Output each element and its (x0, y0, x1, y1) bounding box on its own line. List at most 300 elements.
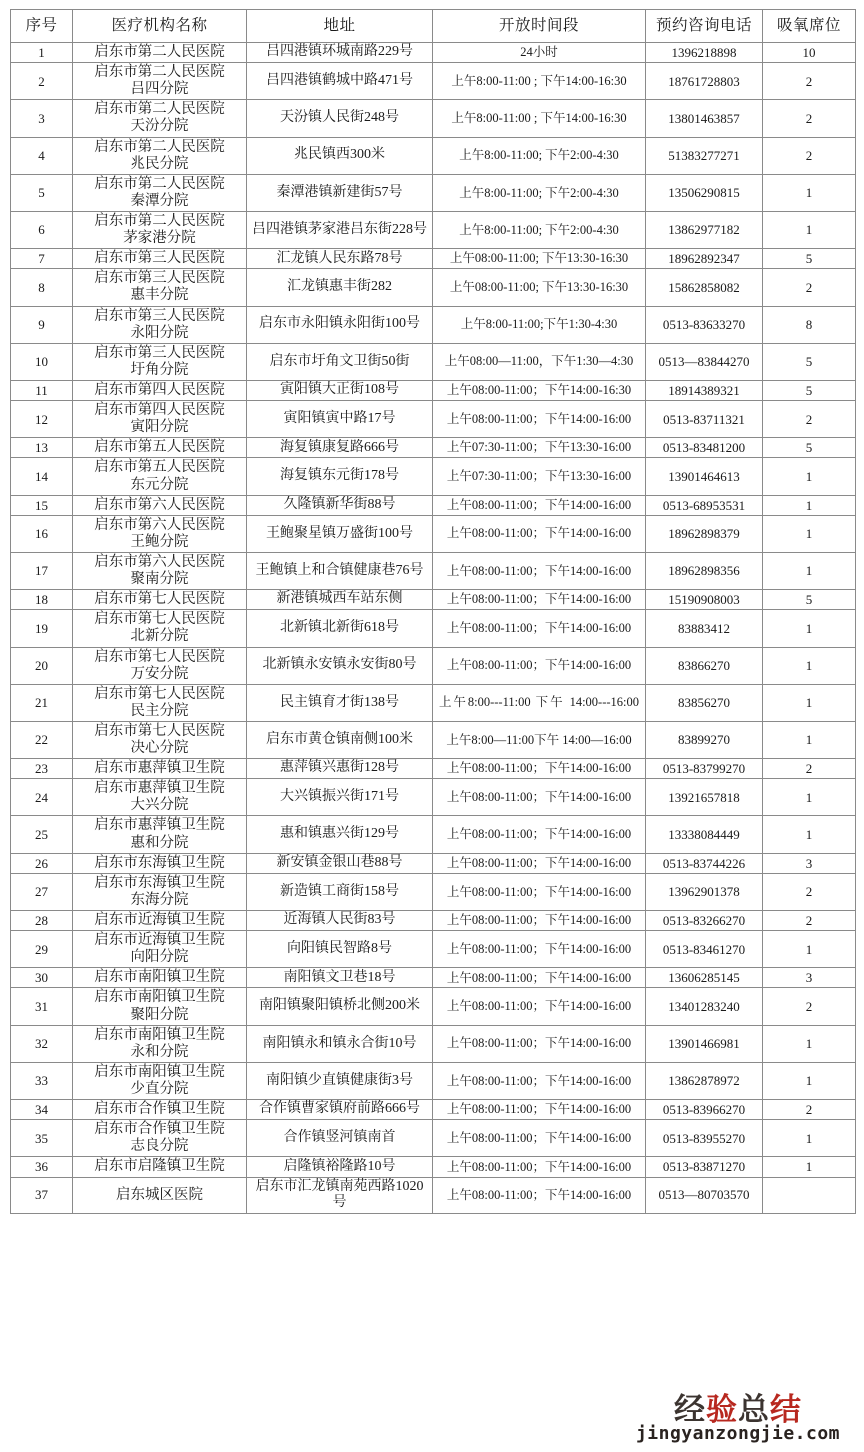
institution-name-branch: 天汾分院 (130, 118, 189, 135)
cell-sequence: 29 (11, 931, 73, 968)
cell-sequence: 25 (11, 816, 73, 853)
table-row (11, 306, 856, 343)
cell-opening-hours: 上午07:30-11:00；下午13:30-16:00 (433, 458, 646, 495)
cell-institution-name (73, 610, 247, 647)
cell-opening-hours: 上午08:00-11:00；下午14:00-16:00 (433, 873, 646, 910)
cell-oxygen-seats: 8 (763, 306, 856, 343)
cell-institution-name (73, 816, 247, 853)
cell-address: 近海镇人民街83号 (247, 911, 433, 931)
cell-oxygen-seats: 1 (763, 610, 856, 647)
cell-oxygen-seats: 2 (763, 873, 856, 910)
cell-opening-hours: 上午08:00-11:00；下午14:00-16:00 (433, 931, 646, 968)
institution-name-primary: 启东市第三人民医院 (94, 344, 225, 361)
cell-institution-name (73, 343, 247, 380)
table-row (11, 931, 856, 968)
cell-phone: 0513-83711321 (646, 401, 763, 438)
table-row (11, 458, 856, 495)
cell-institution-name (73, 759, 247, 779)
table-row (11, 610, 856, 647)
cell-phone: 13862977182 (646, 211, 763, 248)
institution-name-primary: 启东市南阳镇卫生院 (94, 989, 225, 1006)
cell-opening-hours: 上午08:00-11:00；下午14:00-16:00 (433, 779, 646, 816)
cell-address: 寅阳镇大正街108号 (247, 380, 433, 400)
cell-institution-name (73, 515, 247, 552)
cell-institution-name (73, 873, 247, 910)
institution-name-branch: 向阳分院 (130, 949, 189, 966)
institution-name-branch: 万安分院 (130, 665, 189, 682)
table-row (11, 684, 856, 721)
cell-oxygen-seats: 1 (763, 211, 856, 248)
cell-oxygen-seats: 1 (763, 931, 856, 968)
watermark-chinese-text (622, 1392, 854, 1429)
cell-institution-name (73, 43, 247, 63)
cell-phone: 51383277271 (646, 137, 763, 174)
institution-name-primary: 启东市合作镇卫生院 (94, 1101, 225, 1118)
table-row (11, 174, 856, 211)
cell-institution-name (73, 269, 247, 306)
institution-name-primary: 启东市南阳镇卫生院 (94, 969, 225, 986)
cell-address: 汇龙镇惠丰街282 (247, 269, 433, 306)
cell-phone: 0513-83744226 (646, 853, 763, 873)
table-row (11, 968, 856, 988)
institution-name-primary: 启东市第四人民医院 (94, 381, 225, 398)
table-row (11, 515, 856, 552)
institution-name-branch: 寅阳分院 (130, 419, 189, 436)
cell-sequence: 26 (11, 853, 73, 873)
cell-opening-hours: 上午08:00-11:00；下午14:00-16:00 (433, 1120, 646, 1157)
cell-sequence: 33 (11, 1062, 73, 1099)
institution-name-primary: 启东市第三人民医院 (94, 250, 225, 267)
cell-opening-hours: 上午08:00—11:00，下午1:30—4:30 (433, 343, 646, 380)
table-row (11, 63, 856, 100)
cell-address: 秦潭港镇新建街57号 (247, 174, 433, 211)
cell-institution-name (73, 1120, 247, 1157)
table-row (11, 495, 856, 515)
cell-opening-hours: 上午08:00-11:00；下午14:00-16:00 (433, 968, 646, 988)
cell-phone: 0513-83955270 (646, 1120, 763, 1157)
cell-address: 南阳镇聚阳镇桥北侧200米 (247, 988, 433, 1025)
institution-name-branch: 兆民分院 (130, 155, 189, 172)
table-row (11, 590, 856, 610)
table-row (11, 211, 856, 248)
cell-sequence: 4 (11, 137, 73, 174)
cell-sequence: 15 (11, 495, 73, 515)
cell-phone: 83856270 (646, 684, 763, 721)
cell-phone: 0513-83266270 (646, 911, 763, 931)
institution-name-branch: 大兴分院 (130, 797, 189, 814)
cell-address: 新造镇工商街158号 (247, 873, 433, 910)
institution-name-primary: 启东市东海镇卫生院 (94, 874, 225, 891)
cell-opening-hours: 上午08:00-11:00；下午14:00-16:00 (433, 988, 646, 1025)
cell-address: 北新镇北新街618号 (247, 610, 433, 647)
cell-address: 合作镇曹家镇府前路666号 (247, 1100, 433, 1120)
cell-opening-hours: 上午08:00-11:00；下午14:00-16:00 (433, 495, 646, 515)
table-row (11, 137, 856, 174)
cell-oxygen-seats: 1 (763, 495, 856, 515)
cell-address: 惠萍镇兴惠街128号 (247, 759, 433, 779)
cell-opening-hours: 上午8:00-11:00; 下午2:00-4:30 (433, 211, 646, 248)
table-row (11, 759, 856, 779)
table-row (11, 647, 856, 684)
cell-institution-name (73, 1157, 247, 1177)
cell-oxygen-seats: 2 (763, 137, 856, 174)
cell-oxygen-seats: 1 (763, 552, 856, 589)
cell-oxygen-seats: 3 (763, 968, 856, 988)
cell-sequence: 6 (11, 211, 73, 248)
table-header (11, 10, 856, 43)
institution-name-primary: 启东市第七人民医院 (94, 685, 225, 702)
cell-sequence: 37 (11, 1177, 73, 1213)
cell-oxygen-seats: 2 (763, 269, 856, 306)
cell-phone: 0513-83461270 (646, 931, 763, 968)
cell-oxygen-seats: 1 (763, 1120, 856, 1157)
institution-name-primary: 启东市第六人民医院 (94, 516, 225, 533)
institution-name-primary: 启东市惠萍镇卫生院 (94, 817, 225, 834)
column-header-name: 医疗机构名称 (73, 10, 247, 43)
cell-sequence: 2 (11, 63, 73, 100)
cell-sequence: 30 (11, 968, 73, 988)
cell-address: 惠和镇惠兴街129号 (247, 816, 433, 853)
institution-name-branch: 永和分院 (130, 1043, 189, 1060)
watermark-char-2: 验 (706, 1392, 738, 1429)
table-row (11, 721, 856, 758)
cell-sequence: 21 (11, 684, 73, 721)
cell-opening-hours: 上午08:00-11:00；下午14:00-16:00 (433, 1177, 646, 1213)
site-watermark (622, 1392, 854, 1445)
cell-phone: 0513-83633270 (646, 306, 763, 343)
cell-address: 南阳镇永和镇永合街10号 (247, 1025, 433, 1062)
cell-sequence: 5 (11, 174, 73, 211)
cell-sequence: 7 (11, 249, 73, 269)
cell-opening-hours: 上午8:00-11:00 ; 下午14:00-16:30 (433, 100, 646, 137)
institution-name-primary: 启东市惠萍镇卫生院 (94, 760, 225, 777)
cell-institution-name (73, 988, 247, 1025)
cell-institution-name (73, 1062, 247, 1099)
cell-phone: 0513-83871270 (646, 1157, 763, 1177)
cell-sequence: 19 (11, 610, 73, 647)
institution-name-branch: 东元分院 (130, 476, 189, 493)
cell-address: 天汾镇人民街248号 (247, 100, 433, 137)
cell-oxygen-seats: 5 (763, 380, 856, 400)
oxygen-station-table-container (10, 9, 855, 1214)
cell-phone: 18962892347 (646, 249, 763, 269)
cell-institution-name (73, 590, 247, 610)
cell-sequence: 14 (11, 458, 73, 495)
cell-oxygen-seats: 2 (763, 759, 856, 779)
institution-name-primary: 启东市启隆镇卫生院 (94, 1158, 225, 1175)
cell-address: 海复镇东元街178号 (247, 458, 433, 495)
institution-name-primary: 启东市第二人民医院 (94, 64, 225, 81)
cell-oxygen-seats: 1 (763, 816, 856, 853)
cell-oxygen-seats (763, 1177, 856, 1213)
cell-address: 南阳镇文卫巷18号 (247, 968, 433, 988)
watermark-char-1: 经 (674, 1392, 706, 1429)
institution-name-primary: 启东市第二人民医院 (94, 138, 225, 155)
institution-name-primary: 启东市东海镇卫生院 (94, 854, 225, 871)
cell-institution-name (73, 721, 247, 758)
cell-phone: 13606285145 (646, 968, 763, 988)
cell-opening-hours: 上午08:00-11:00；下午14:00-16:00 (433, 590, 646, 610)
cell-opening-hours: 上午08:00-11:00；下午14:00-16:00 (433, 1025, 646, 1062)
cell-institution-name (73, 779, 247, 816)
cell-phone: 13801463857 (646, 100, 763, 137)
cell-address: 合作镇竖河镇南首 (247, 1120, 433, 1157)
table-row (11, 249, 856, 269)
cell-phone: 13338084449 (646, 816, 763, 853)
table-body (11, 43, 856, 1214)
cell-oxygen-seats: 5 (763, 590, 856, 610)
cell-oxygen-seats: 3 (763, 853, 856, 873)
cell-address: 汇龙镇人民东路78号 (247, 249, 433, 269)
cell-oxygen-seats: 1 (763, 779, 856, 816)
column-header-phone: 预约咨询电话 (646, 10, 763, 43)
cell-sequence: 36 (11, 1157, 73, 1177)
cell-oxygen-seats: 2 (763, 1100, 856, 1120)
cell-phone: 13901464613 (646, 458, 763, 495)
cell-phone: 0513—80703570 (646, 1177, 763, 1213)
table-row (11, 1177, 856, 1213)
cell-oxygen-seats: 2 (763, 100, 856, 137)
cell-sequence: 3 (11, 100, 73, 137)
institution-name-branch: 东海分院 (130, 891, 189, 908)
cell-institution-name (73, 401, 247, 438)
cell-institution-name (73, 63, 247, 100)
cell-opening-hours: 上午8:00---11:00 下午 14:00---16:00 (433, 684, 646, 721)
cell-opening-hours: 上午08:00-11:00；下午14:00-16:00 (433, 759, 646, 779)
column-header-seats: 吸氧席位 (763, 10, 856, 43)
cell-sequence: 24 (11, 779, 73, 816)
cell-opening-hours: 上午08:00-11:00；下午14:00-16:00 (433, 515, 646, 552)
watermark-char-4: 结 (770, 1392, 802, 1429)
cell-phone: 1396218898 (646, 43, 763, 63)
cell-address: 王鲍聚星镇万盛街100号 (247, 515, 433, 552)
cell-sequence: 18 (11, 590, 73, 610)
table-row (11, 988, 856, 1025)
cell-address: 吕四港镇鹤城中路471号 (247, 63, 433, 100)
oxygen-station-table (10, 9, 856, 1214)
cell-oxygen-seats: 10 (763, 43, 856, 63)
cell-sequence: 35 (11, 1120, 73, 1157)
cell-oxygen-seats: 1 (763, 684, 856, 721)
institution-name-branch: 吕四分院 (130, 81, 189, 98)
institution-name-branch: 少直分院 (130, 1081, 189, 1098)
institution-name-primary: 启东市第二人民医院 (94, 101, 225, 118)
institution-name-branch: 茅家港分院 (123, 230, 196, 247)
cell-oxygen-seats: 2 (763, 911, 856, 931)
cell-phone: 13506290815 (646, 174, 763, 211)
cell-oxygen-seats: 1 (763, 1025, 856, 1062)
cell-oxygen-seats: 1 (763, 458, 856, 495)
cell-opening-hours: 上午08:00-11:00；下午14:00-16:00 (433, 816, 646, 853)
cell-institution-name (73, 137, 247, 174)
cell-oxygen-seats: 5 (763, 343, 856, 380)
table-row (11, 873, 856, 910)
cell-sequence: 28 (11, 911, 73, 931)
institution-name-primary: 启东市第三人民医院 (94, 270, 225, 287)
cell-opening-hours: 24小时 (433, 43, 646, 63)
cell-opening-hours: 上午08:00-11:00；下午14:00-16:00 (433, 401, 646, 438)
table-row (11, 816, 856, 853)
column-header-address: 地址 (247, 10, 433, 43)
cell-oxygen-seats: 1 (763, 1062, 856, 1099)
cell-address: 启隆镇裕隆路10号 (247, 1157, 433, 1177)
cell-phone: 0513-83799270 (646, 759, 763, 779)
institution-name-primary: 启东市第七人民医院 (94, 591, 225, 608)
cell-opening-hours: 上午8:00-11:00 ; 下午14:00-16:30 (433, 63, 646, 100)
cell-address: 王鲍镇上和合镇健康巷76号 (247, 552, 433, 589)
cell-oxygen-seats: 1 (763, 647, 856, 684)
cell-phone: 13921657818 (646, 779, 763, 816)
cell-address: 新港镇城西车站东侧 (247, 590, 433, 610)
cell-opening-hours: 上午8:00-11:00; 下午2:00-4:30 (433, 137, 646, 174)
cell-sequence: 20 (11, 647, 73, 684)
institution-name-primary: 启东市第五人民医院 (94, 459, 225, 476)
cell-sequence: 11 (11, 380, 73, 400)
institution-name-branch: 永阳分院 (130, 324, 189, 341)
cell-address: 南阳镇少直镇健康街3号 (247, 1062, 433, 1099)
institution-name-primary: 启东市合作镇卫生院 (94, 1121, 225, 1138)
institution-name-primary: 启东市惠萍镇卫生院 (94, 780, 225, 797)
cell-institution-name (73, 931, 247, 968)
institution-name-branch: 北新分院 (130, 628, 189, 645)
cell-phone: 0513-68953531 (646, 495, 763, 515)
institution-name-primary: 启东市第二人民医院 (94, 175, 225, 192)
cell-sequence: 34 (11, 1100, 73, 1120)
cell-sequence: 22 (11, 721, 73, 758)
cell-institution-name (73, 1025, 247, 1062)
institution-name-primary: 启东市第三人民医院 (94, 307, 225, 324)
cell-institution-name (73, 1177, 247, 1213)
institution-name-primary: 启东市第二人民医院 (94, 212, 225, 229)
table-row (11, 1120, 856, 1157)
cell-address: 启东市黄仓镇南侧100米 (247, 721, 433, 758)
cell-opening-hours: 上午08:00-11:00；下午14:00-16:00 (433, 1062, 646, 1099)
cell-sequence: 31 (11, 988, 73, 1025)
table-row (11, 552, 856, 589)
cell-sequence: 23 (11, 759, 73, 779)
cell-oxygen-seats: 1 (763, 1157, 856, 1177)
cell-phone: 18914389321 (646, 380, 763, 400)
cell-sequence: 32 (11, 1025, 73, 1062)
cell-phone: 0513-83966270 (646, 1100, 763, 1120)
cell-address: 启东市永阳镇永阳街100号 (247, 306, 433, 343)
cell-phone: 13901466981 (646, 1025, 763, 1062)
watermark-url: jingyanzongjie.com (635, 1423, 841, 1445)
cell-opening-hours: 上午08:00-11:00；下午14:00-16:00 (433, 1100, 646, 1120)
table-row (11, 1157, 856, 1177)
cell-institution-name (73, 174, 247, 211)
cell-sequence: 10 (11, 343, 73, 380)
cell-sequence: 16 (11, 515, 73, 552)
institution-name-primary: 启东市第六人民医院 (94, 496, 225, 513)
cell-address: 吕四港镇茅家港吕东街228号 (247, 211, 433, 248)
cell-phone: 18962898356 (646, 552, 763, 589)
cell-opening-hours: 上午08:00-11:00; 下午13:30-16:30 (433, 269, 646, 306)
cell-phone: 18962898379 (646, 515, 763, 552)
cell-sequence: 27 (11, 873, 73, 910)
cell-address: 久隆镇新华街88号 (247, 495, 433, 515)
column-header-seq: 序号 (11, 10, 73, 43)
cell-institution-name (73, 552, 247, 589)
institution-name-branch: 聚南分院 (130, 571, 189, 588)
cell-address: 启东市圩角文卫街50街 (247, 343, 433, 380)
cell-oxygen-seats: 2 (763, 988, 856, 1025)
cell-oxygen-seats: 5 (763, 438, 856, 458)
cell-institution-name (73, 647, 247, 684)
cell-address: 新安镇金银山巷88号 (247, 853, 433, 873)
cell-phone: 13962901378 (646, 873, 763, 910)
cell-opening-hours: 上午8:00—11:00下午 14:00—16:00 (433, 721, 646, 758)
cell-institution-name (73, 458, 247, 495)
institution-name-branch: 王鲍分院 (130, 533, 189, 550)
institution-name-branch: 决心分院 (130, 740, 189, 757)
table-row (11, 1025, 856, 1062)
cell-address: 北新镇永安镇永安街80号 (247, 647, 433, 684)
cell-address: 寅阳镇寅中路17号 (247, 401, 433, 438)
institution-name-primary: 启东市南阳镇卫生院 (94, 1063, 225, 1080)
cell-opening-hours: 上午08:00-11:00；下午14:00-16:30 (433, 380, 646, 400)
institution-name-primary: 启东市南阳镇卫生院 (94, 1026, 225, 1043)
table-row (11, 100, 856, 137)
cell-phone: 0513-83481200 (646, 438, 763, 458)
institution-name-branch: 秦潭分院 (130, 192, 189, 209)
institution-name-branch: 志良分院 (130, 1138, 189, 1155)
cell-phone: 13862878972 (646, 1062, 763, 1099)
cell-institution-name (73, 211, 247, 248)
table-row (11, 380, 856, 400)
institution-name-primary: 启东市第五人民医院 (94, 439, 225, 456)
cell-opening-hours: 上午8:00-11:00;下午1:30-4:30 (433, 306, 646, 343)
institution-name-branch: 圩角分院 (130, 361, 189, 378)
cell-institution-name (73, 495, 247, 515)
cell-phone: 83899270 (646, 721, 763, 758)
cell-phone: 83883412 (646, 610, 763, 647)
table-row (11, 911, 856, 931)
institution-name-branch: 民主分院 (130, 702, 189, 719)
cell-opening-hours: 上午08:00-11:00；下午14:00-16:00 (433, 610, 646, 647)
table-row (11, 269, 856, 306)
cell-phone: 13401283240 (646, 988, 763, 1025)
cell-institution-name (73, 438, 247, 458)
cell-opening-hours: 上午07:30-11:00；下午13:30-16:00 (433, 438, 646, 458)
institution-name-primary: 启东市第七人民医院 (94, 611, 225, 628)
cell-institution-name (73, 684, 247, 721)
institution-name-primary: 启东市第四人民医院 (94, 402, 225, 419)
cell-oxygen-seats: 1 (763, 515, 856, 552)
institution-name-primary: 启东市第二人民医院 (94, 44, 225, 60)
cell-opening-hours: 上午08:00-11:00；下午14:00-16:00 (433, 552, 646, 589)
column-header-hours: 开放时间段 (433, 10, 646, 43)
cell-opening-hours: 上午08:00-11:00；下午14:00-16:00 (433, 647, 646, 684)
cell-sequence: 8 (11, 269, 73, 306)
table-header-row (11, 10, 856, 43)
institution-name-primary: 启东城区医院 (116, 1186, 203, 1203)
institution-name-primary: 启东市第七人民医院 (94, 648, 225, 665)
cell-sequence: 12 (11, 401, 73, 438)
table-row (11, 438, 856, 458)
cell-oxygen-seats: 1 (763, 174, 856, 211)
cell-institution-name (73, 306, 247, 343)
table-row (11, 779, 856, 816)
table-row (11, 1100, 856, 1120)
institution-name-primary: 启东市第七人民医院 (94, 722, 225, 739)
institution-name-branch: 惠丰分院 (130, 287, 189, 304)
cell-opening-hours: 上午08:00-11:00；下午14:00-16:00 (433, 1157, 646, 1177)
table-row (11, 401, 856, 438)
cell-oxygen-seats: 2 (763, 401, 856, 438)
cell-institution-name (73, 249, 247, 269)
cell-institution-name (73, 968, 247, 988)
